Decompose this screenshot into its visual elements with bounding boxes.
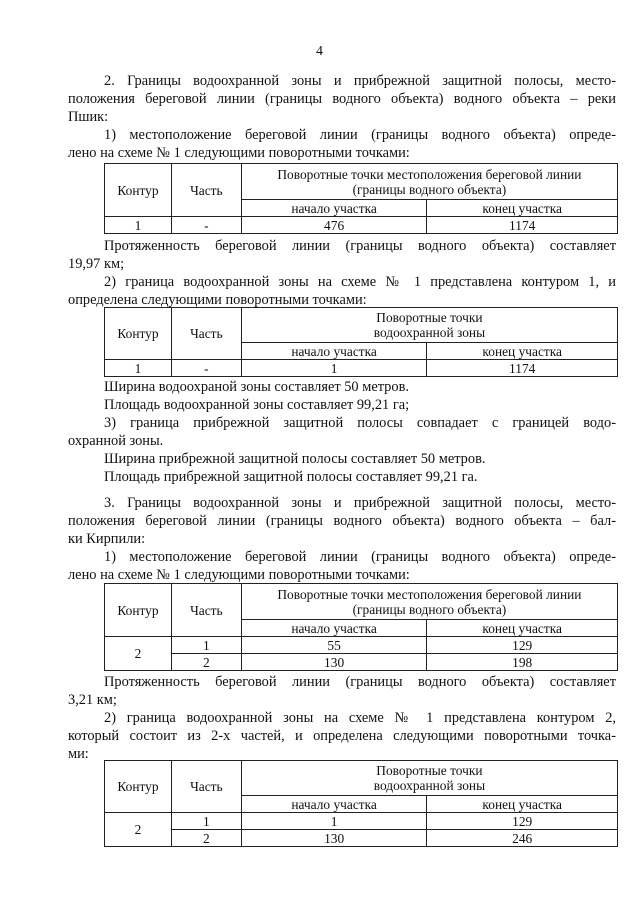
- col-contour-header: Контур: [105, 308, 172, 360]
- section3-zone-table: [104, 760, 618, 847]
- cell-part: -: [171, 360, 241, 377]
- section2-strip-line-2: охранной зоны.: [68, 433, 164, 449]
- section2-heading-line-3: Пшик:: [68, 109, 109, 125]
- section2-zone-table: [104, 307, 618, 377]
- section3-shore-intro-line-2: лено на схеме № 1 следующими поворотными точками:: [68, 567, 410, 583]
- section2-length: [68, 237, 616, 309]
- cell-part: 1: [171, 637, 241, 654]
- section3-heading-line-3: ки Кирпили:: [68, 531, 146, 547]
- table-row: [105, 360, 618, 377]
- col-end-header: конец участка: [427, 796, 618, 813]
- cell-start: 55: [241, 637, 427, 654]
- section3-zone-intro-line-2: который состоит из 2-х частей, и определена следующими поворотными точка-: [68, 728, 616, 744]
- section3-heading-line-1: 3. Границы водоохранной зоны и прибрежной защитной полосы, место-: [104, 495, 616, 511]
- table-row: [105, 654, 618, 671]
- section2-strip-width: Ширина прибрежной защитной полосы составляет 50 метров.: [104, 451, 486, 467]
- col-contour-header: Контур: [105, 761, 172, 813]
- cell-start: 1: [241, 360, 427, 377]
- section2-zone-width: Ширина водоохраной зоны составляет 50 метров.: [104, 379, 409, 395]
- cell-end: 198: [427, 654, 618, 671]
- col-end-header: конец участка: [427, 343, 618, 360]
- col-points-header-line-1: Поворотные точки: [376, 763, 483, 778]
- col-points-header-line-1: Поворотные точки местоположения береговой линии: [277, 166, 582, 182]
- section3-zone-intro-line-1: 2) граница водоохранной зоны на схеме № 1 представлена контуром 2,: [104, 710, 616, 726]
- cell-part: 2: [171, 830, 241, 847]
- col-contour-header: Контур: [105, 164, 172, 217]
- section2-zone-intro-line-1: 2) граница водоохранной зоны на схеме № 1 представлена контуром 1, и: [104, 274, 616, 290]
- col-points-header-line-1: Поворотные точки местоположения береговой линии: [277, 586, 582, 602]
- col-end-header: конец участка: [427, 200, 618, 217]
- section3-zone-table-wrap: [104, 760, 618, 847]
- col-start-header: начало участка: [241, 343, 427, 360]
- col-points-header: [241, 164, 617, 200]
- page-number: 4: [316, 44, 323, 59]
- section2-shore-intro-line-1: 1) местоположение береговой линии (границы водного объекта) опреде-: [104, 127, 616, 143]
- table-row: [105, 217, 618, 234]
- col-end-header: конец участка: [427, 620, 618, 637]
- col-start-header: начало участка: [241, 620, 427, 637]
- col-part-header: Часть: [171, 308, 241, 360]
- col-part-header: Часть: [171, 164, 241, 217]
- cell-end: 246: [427, 830, 618, 847]
- cell-contour: 2: [105, 637, 172, 671]
- col-points-header-line-1: Поворотные точки: [376, 310, 483, 325]
- table-row: [105, 637, 618, 654]
- col-contour-header: Контур: [105, 584, 172, 637]
- col-points-header-line-2: водоохранной зоны: [373, 778, 486, 793]
- cell-part: 1: [171, 813, 241, 830]
- section3-length-line-1: Протяженность береговой линии (границы водного объекта) составляет: [104, 674, 616, 690]
- section3-heading: [68, 494, 616, 584]
- cell-start: 130: [241, 654, 427, 671]
- section2-zone-table-wrap: [104, 307, 618, 377]
- col-points-header-line-2: водоохранной зоны: [373, 325, 486, 340]
- section3-heading-line-2: положения береговой линии (границы водного объекта) водного объекта – бал-: [68, 513, 616, 529]
- section3-shore-table: [104, 583, 618, 671]
- cell-start: 476: [241, 217, 427, 234]
- cell-contour: 2: [105, 813, 172, 847]
- section2-length-line-2: 19,97 км;: [68, 256, 125, 272]
- section2-shore-table-wrap: [104, 163, 618, 234]
- cell-part: -: [171, 217, 241, 234]
- col-points-header-line-2: (границы водного объекта): [352, 181, 507, 197]
- section3-shore-table-wrap: [104, 583, 618, 671]
- cell-start: 1: [241, 813, 427, 830]
- section2-heading-line-2: положения береговой линии (границы водного объекта) водного объекта – реки: [68, 91, 616, 107]
- cell-start: 130: [241, 830, 427, 847]
- section3-length-line-2: 3,21 км;: [68, 692, 117, 708]
- cell-end: 129: [427, 637, 618, 654]
- cell-part: 2: [171, 654, 241, 671]
- section2-strip-area: Площадь прибрежной защитной полосы составляет 99,21 га.: [104, 469, 478, 485]
- section3-shore-intro-line-1: 1) местоположение береговой линии (границы водного объекта) опреде-: [104, 549, 616, 565]
- col-points-header: [241, 308, 617, 343]
- col-start-header: начало участка: [241, 200, 427, 217]
- col-points-header: [241, 761, 617, 796]
- section2-heading: [68, 72, 616, 162]
- col-points-header: [241, 584, 617, 620]
- col-part-header: Часть: [171, 761, 241, 813]
- cell-end: 1174: [427, 360, 618, 377]
- section2-zone-area: Площадь водоохранной зоны составляет 99,21 га;: [104, 397, 410, 413]
- table-row: [105, 813, 618, 830]
- col-points-header-line-2: (границы водного объекта): [352, 601, 507, 617]
- section2-length-line-1: Протяженность береговой линии (границы водного объекта) составляет: [104, 238, 616, 254]
- cell-contour: 1: [105, 360, 172, 377]
- section2-shore-intro-line-2: лено на схеме № 1 следующими поворотными точками:: [68, 145, 410, 161]
- col-part-header: Часть: [171, 584, 241, 637]
- section2-shore-table: [104, 163, 618, 234]
- col-start-header: начало участка: [241, 796, 427, 813]
- section3-zone-intro-line-3: ми:: [68, 746, 89, 762]
- table-row: [105, 830, 618, 847]
- section2-strip-line-1: 3) граница прибрежной защитной полосы совпадает с границей водо-: [104, 415, 616, 431]
- cell-contour: 1: [105, 217, 172, 234]
- section2-heading-line-1: 2. Границы водоохранной зоны и прибрежной защитной полосы, место-: [104, 73, 616, 89]
- section2-zone-intro-line-2: определена следующими поворотными точками:: [68, 292, 367, 308]
- section2-zone-details: [68, 378, 616, 486]
- section3-length: [68, 673, 616, 763]
- cell-end: 1174: [427, 217, 618, 234]
- cell-end: 129: [427, 813, 618, 830]
